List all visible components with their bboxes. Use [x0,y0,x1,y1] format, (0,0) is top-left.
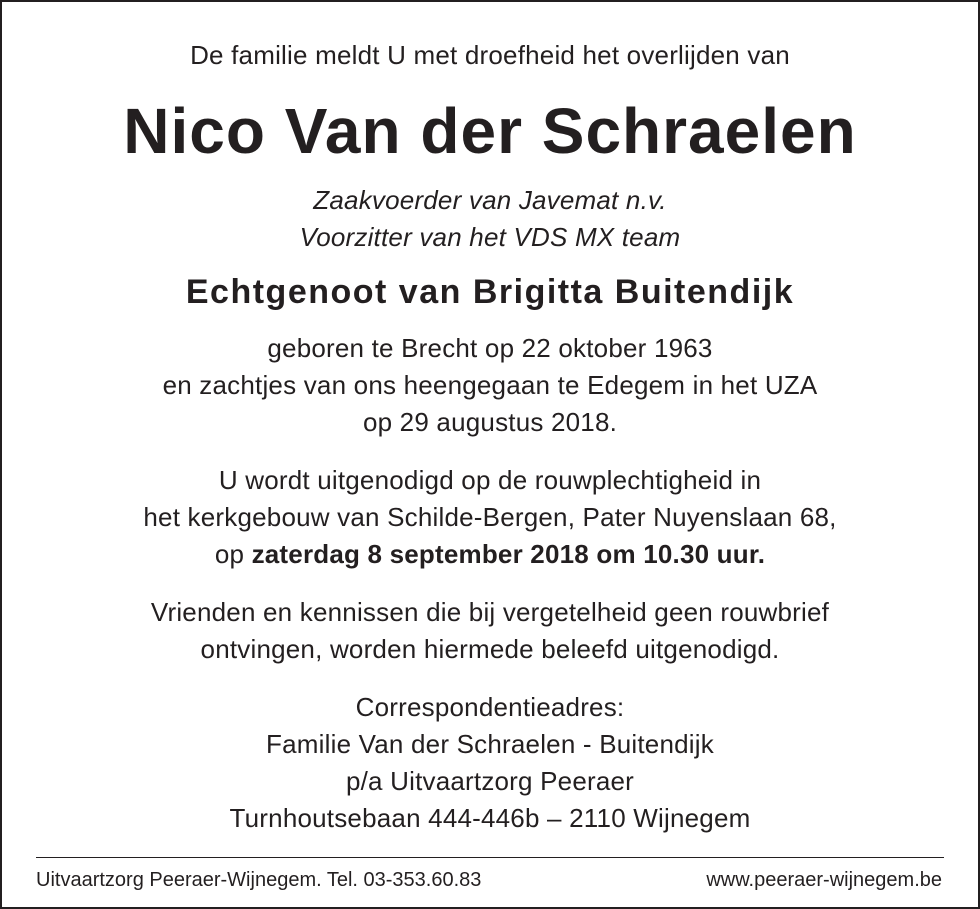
death-date-line: op 29 augustus 2018. [362,407,618,437]
role-line-2: Voorzitter van het VDS MX team [299,222,681,252]
ceremony-prefix: op [214,539,252,569]
friends-line-1: Vrienden en kennissen die bij vergetelheid geen rouwbrief [150,597,830,627]
correspondence-heading: Correspondentieadres: [355,692,625,722]
footer-funeral-home: Uitvaartzorg Peeraer-Wijnegem. Tel. 03-353.60.83 [36,869,482,891]
birth-line: geboren te Brecht op 22 oktober 1963 [267,333,713,363]
ceremony-date-time: zaterdag 8 september 2018 om 10.30 uur. [251,539,766,569]
role-line-1: Zaakvoerder van Javemat n.v. [313,185,667,215]
footer-divider [36,857,944,858]
friends-line-2: ontvingen, worden hiermede beleefd uitgenodigd. [200,634,780,664]
ceremony-line-2: het kerkgebouw van Schilde-Bergen, Pater Nuyenslaan 68, [143,502,837,532]
death-place-line: en zachtjes van ons heengegaan te Edegem in het UZA [162,370,818,400]
intro-text: De familie meldt U met droefheid het overlijden van [190,40,790,70]
correspondence-line-2: p/a Uitvaartzorg Peeraer [345,766,635,796]
correspondence-line-1: Familie Van der Schraelen - Buitendijk [266,729,714,759]
deceased-name: Nico Van der Schraelen [123,95,857,167]
footer-website: www.peeraer-wijnegem.be [706,869,942,891]
correspondence-line-3: Turnhoutsebaan 444-446b – 2110 Wijnegem [229,803,751,833]
ceremony-line-1: U wordt uitgenodigd op de rouwplechtigheid in [218,465,762,495]
ceremony-line-3 [0,539,980,570]
spouse-line: Echtgenoot van Brigitta Buitendijk [185,273,795,311]
